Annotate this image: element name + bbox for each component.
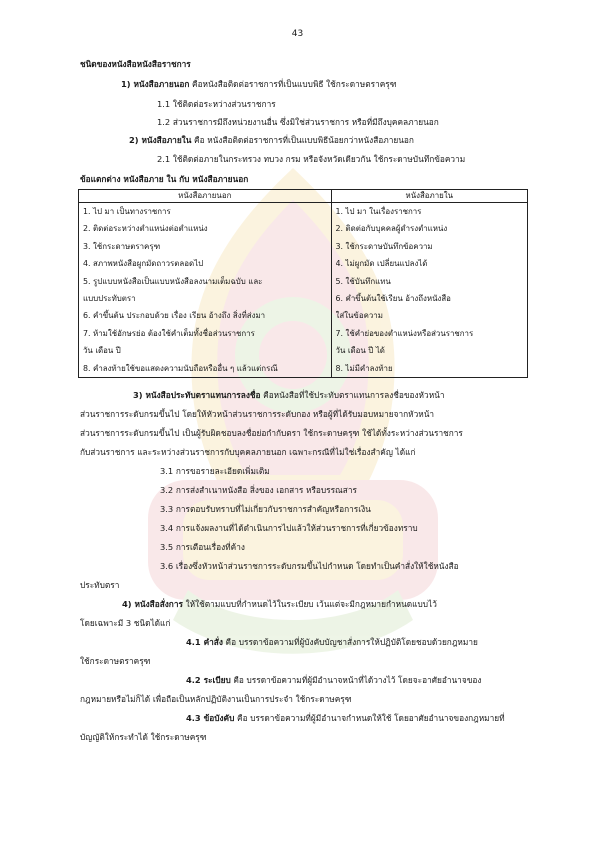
item-3-text: คือหนังสือที่ใช้ประทับตราแทนการลงชื่อของหัวหน้า [260, 390, 445, 400]
cell: 5. ใช้บันทึกแทน [335, 276, 391, 286]
item-3-sub: 3.5 การเตือนเรื่องที่ค้าง [160, 542, 245, 552]
header-external: หนังสือภายนอก [79, 190, 332, 203]
cell: 2. ติดต่อกับบุคคลผู้ดำรงตำแหน่ง [335, 224, 448, 234]
cell: ใส่ในข้อความ [335, 311, 383, 321]
item-4-1-text: คือ บรรดาข้อความที่ผู้บังคับบัญชาสั่งการให้ปฏิบัติโดยชอบด้วยกฎหมาย [222, 637, 478, 647]
item-3 [133, 390, 445, 401]
item-4-line: โดยเฉพาะมี 3 ชนิดได้แก่ [80, 618, 171, 628]
cell: 3. ใช้กระดาษบันทึกข้อความ [335, 241, 433, 251]
cell: 5. รูปแบบหนังสือเป็นแบบหนังสือลงนามเต็มฉบับ และ [83, 276, 263, 286]
cell: 7. ใช้คำย่อของตำแหน่งหรือส่วนราชการ [335, 328, 474, 338]
item-3-sub: 3.2 การส่งสำเนาหนังสือ สิ่งของ เอกสาร หรือบรรณสาร [160, 485, 357, 495]
cell: 7. ห้ามใช้อักษรย่อ ต้องใช้คำเต็มทั้งชื่อส่วนราชการ [83, 328, 255, 338]
item-4-3-label: 4.3 ข้อบังคับ [186, 713, 235, 723]
cell: วัน เดือน ปี [83, 346, 121, 356]
item-2-sub-1: 2.1 ใช้ติดต่อภายในกระทรวง ทบวง กรม หรือจังหวัดเดียวกัน ใช้กระดาษบันทึกข้อความ [157, 154, 466, 164]
column-internal [331, 203, 527, 378]
cell: 1. ไป มา เป็นทางราชการ [83, 207, 171, 216]
cell: 6. คำขึ้นต้นใช้เรียน อ้างถึงหนังสือ [335, 293, 451, 303]
item-1-sub-1: 1.1 ใช้ติดต่อระหว่างส่วนราชการ [157, 99, 276, 109]
item-1-sub-2: 1.2 ส่วนราชการมีถึงหน่วยงานอื่น ซึ่งมิใช่ส่วนราชการ หรือที่มีถึงบุคคลภายนอก [157, 117, 439, 127]
cell: แบบประทับตรา [83, 293, 136, 303]
item-4-1-label: 4.1 คำสั่ง [186, 637, 223, 647]
item-1 [121, 79, 397, 90]
comparison-title: ข้อแตกต่าง หนังสือภาย ใน กับ หนังสือภายนอก [80, 174, 249, 184]
item-3-sub: 3.4 การแจ้งผลงานที่ได้ดำเนินการไปแล้วให้ส่วนราชการที่เกี่ยวข้องทราบ [160, 523, 418, 533]
cell: 6. คำขึ้นต้น ประกอบด้วย เรื่อง เรียน อ้างถึง สิ่งที่ส่งมา [83, 311, 266, 321]
item-4-label: 4) หนังสือสั่งการ [122, 599, 183, 609]
item-4-3-text: คือ บรรดาข้อความที่ผู้มีอำนาจกำหนดให้ใช้ โดยอาศัยอำนาจของกฎหมายที่ [234, 713, 505, 723]
cell: 4. ไม่ผูกมัด เปลี่ยนแปลงได้ [335, 259, 428, 269]
item-4-text: ให้ใช้ตามแบบที่กำหนดไว้ในระเบียบ เว้นแต่จะมีกฎหมายกำหนดแบบไว้ [182, 599, 437, 609]
item-3-line: กับส่วนราชการ และระหว่างส่วนราชการกับบุคคลภายนอก เฉพาะกรณีที่ไม่ใช่เรื่องสำคัญ ได้แก่ [80, 447, 416, 457]
item-3-line: ส่วนราชการระดับกรมขึ้นไป เป็นผู้รับผิดชอบลงชื่อย่อกำกับตรา ใช้กระดาษครุฑ ใช้ได้ทั้งระหว่างส่วนราชการ [80, 428, 463, 438]
item-4-2 [186, 675, 481, 686]
item-4-1-cont: ใช้กระดาษตราครุฑ [80, 656, 151, 666]
item-2-label: 2) หนังสือภายใน [129, 135, 192, 145]
comparison-table [78, 189, 528, 378]
cell: 1. ไป มา ในเรื่องราชการ [335, 207, 422, 216]
table-header-row [79, 190, 528, 203]
item-4 [122, 599, 437, 610]
cell: วัน เดือน ปี ได้ [335, 346, 385, 356]
item-3-sub: 3.3 การตอบรับทราบที่ไม่เกี่ยวกับราชการสำคัญหรือการเงิน [160, 504, 371, 514]
item-4-3 [186, 713, 505, 724]
item-4-2-text: คือ บรรดาข้อความที่ผู้มีอำนาจหน้าที่ได้วางไว้ โดยจะอาศัยอำนาจของ [230, 675, 482, 685]
cell: 4. สภาพหนังสือผูกมัดถาวรตลอดไป [83, 259, 204, 269]
item-1-text: คือหนังสือติดต่อราชการที่เป็นแบบพิธี ใช้กระดาษตราครุฑ [189, 79, 397, 89]
item-3-tail: ประทับตรา [80, 580, 120, 590]
column-external [79, 203, 332, 378]
table-row [79, 203, 528, 378]
item-1-label: 1) หนังสือภายนอก [121, 79, 190, 89]
item-3-line: ส่วนราชการระดับกรมขึ้นไป โดยให้หัวหน้าส่วนราชการระดับกอง หรือผู้ที่ได้รับมอบหมายจากหัวหน้า [80, 409, 435, 419]
item-4-2-cont: กฎหมายหรือไม่ก็ได้ เพื่อถือเป็นหลักปฏิบัติงานเป็นการประจำ ใช้กระดาษครุฑ [80, 694, 352, 704]
item-2 [129, 135, 414, 146]
page-number: 43 [291, 29, 304, 39]
section-heading: ชนิดของหนังสือหนังสือราชการ [80, 59, 191, 69]
cell: 3. ใช้กระดาษตราครุฑ [83, 241, 161, 251]
header-internal: หนังสือภายใน [331, 190, 527, 203]
item-3-label: 3) หนังสือประทับตราแทนการลงชื่อ [133, 390, 261, 400]
item-4-2-label: 4.2 ระเบียบ [186, 675, 231, 685]
cell: 2. ติดต่อระหว่างตำแหน่งต่อตำแหน่ง [83, 224, 208, 234]
item-2-text: คือ หนังสือติดต่อราชการที่เป็นแบบพิธีน้อยกว่าหนังสือภายนอก [191, 135, 414, 145]
item-4-3-cont: บัญญัติให้กระทำได้ ใช้กระดาษครุฑ [80, 732, 207, 742]
cell: 8. คำลงท้ายใช้ขอแสดงความนับถือหรืออื่น ๆ แล้วแต่กรณี [83, 363, 278, 373]
item-3-sub: 3.6 เรื่องซึ่งหัวหน้าส่วนราชการระดับกรมขึ้นไปกำหนด โดยทำเป็นคำสั่งให้ใช้หนังสือ [160, 561, 459, 571]
cell: 8. ไม่มีคำลงท้าย [335, 363, 393, 373]
item-4-1 [186, 637, 478, 648]
item-3-sub: 3.1 การขอรายละเอียดเพิ่มเติม [160, 466, 270, 476]
